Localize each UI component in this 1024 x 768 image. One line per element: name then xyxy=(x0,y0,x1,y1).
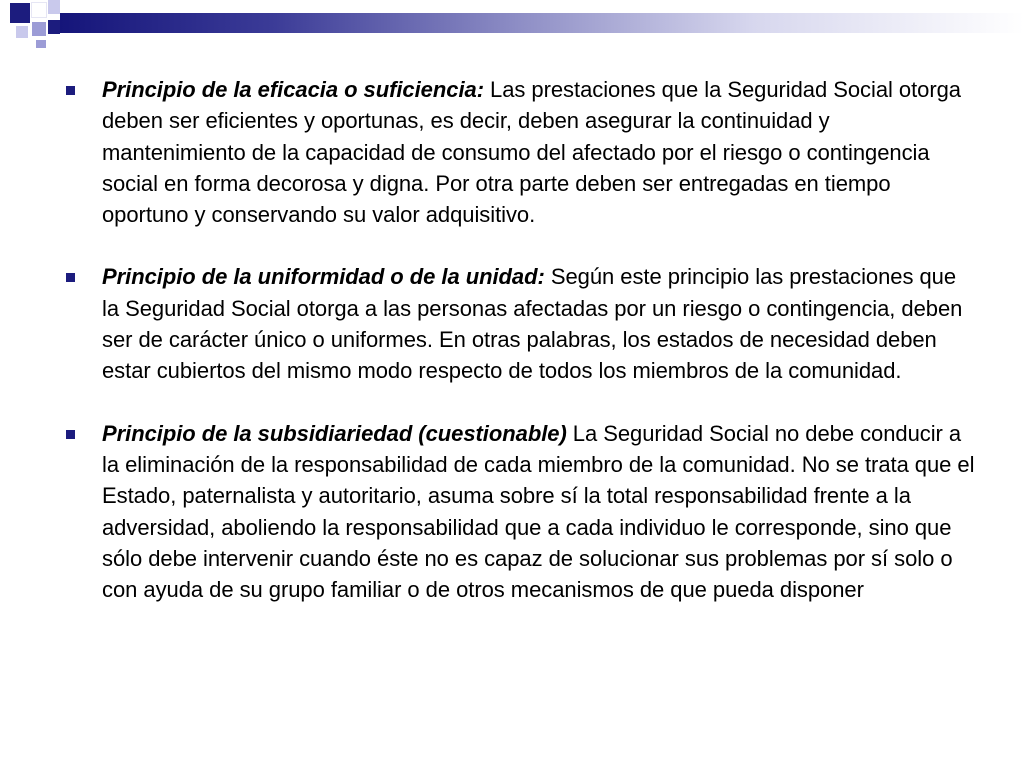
bullet-item xyxy=(66,418,976,606)
decor-square-navy xyxy=(10,3,30,23)
square-bullet-icon xyxy=(66,86,75,95)
bullet-item xyxy=(66,261,976,386)
principle-description: La Seguridad Social no debe conducir a la eliminación de la responsabilidad de cada miembro de la comunidad. No se trata que el Estado, paternalista y autoritario, asuma sobre sí la total responsabilidad frente a la adversidad, aboliendo la responsabilidad que a cada individuo le corresponde, sino que sólo debe intervenir cuando éste no es capaz de solucionar sus problemas por sí solo o con ayuda de su grupo familiar o de otros mecanismos de que pueda disponer xyxy=(102,420,975,603)
principle-term: Principio de la eficacia o suficiencia: xyxy=(102,77,484,102)
decor-square-white xyxy=(32,3,46,17)
decor-square-lilac-small xyxy=(16,26,28,38)
principle-description: Según este principio las prestaciones que la Seguridad Social otorga a las personas afectadas por un riesgo o contingencia, deben ser de carácter único o uniformes. En otras palabras, los estados de necesidad deben estar cubiertos del mismo modo respecto de todos los miembros de la comunidad. xyxy=(102,264,963,384)
decor-square-lilac xyxy=(48,0,60,14)
principle-term: Principio de la uniformidad o de la unidad: xyxy=(102,264,545,290)
principle-term: Principio de la subsidiariedad (cuestionable) xyxy=(102,420,567,446)
square-bullet-icon xyxy=(66,430,75,439)
slide-body xyxy=(66,74,976,605)
square-bullet-icon xyxy=(66,273,75,282)
decor-square-periwinkle-small xyxy=(36,40,46,48)
decor-square-periwinkle xyxy=(32,22,46,36)
principle-description: Las prestaciones que la Seguridad Social otorga deben ser eficientes y oportunas, es decir, deben asegurar la continuidad y mantenimiento de la capacidad de consumo del afectado por el riesgo o contingencia social en forma decorosa y digna. Por otra parte deben ser entregadas en tiempo oportuno y conservando su valor adquisitivo. xyxy=(102,77,961,228)
bullet-item xyxy=(66,74,976,230)
header-gradient-bar xyxy=(60,13,1024,33)
slide-header-decoration xyxy=(0,0,1024,46)
decor-square-navy-small xyxy=(48,20,60,34)
